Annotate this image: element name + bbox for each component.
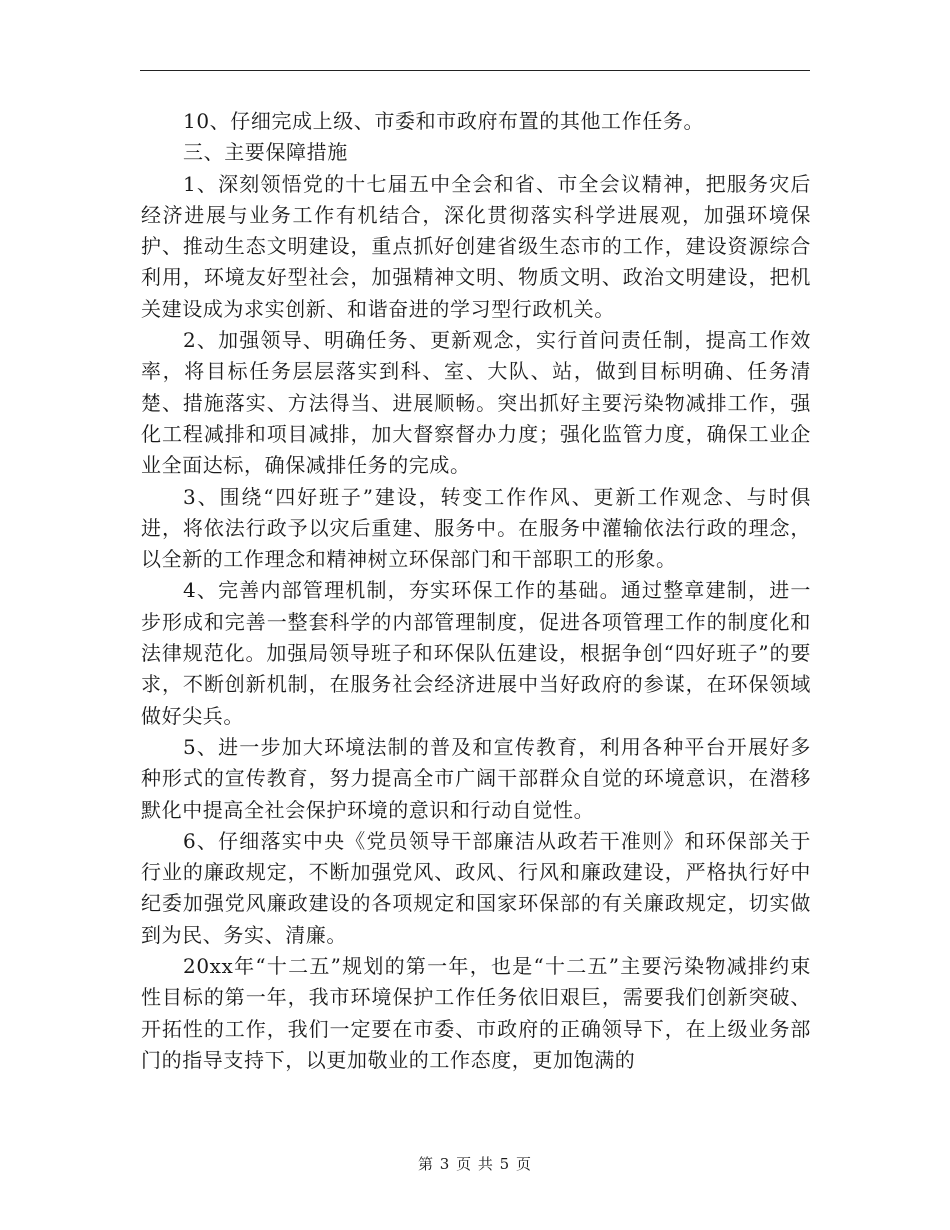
paragraph-measure-6: 6、仔细落实中央《党员领导干部廉洁从政若干准则》和环保部关于行业的廉政规定，不断加强党风、政风、行风和廉政建设，严格执行好中纪委加强党风廉政建设的各项规定和国家环保部的有关廉政规定，切实做到为民、务实、清廉。 xyxy=(141,828,811,947)
paragraph-measure-3: 3、围绕“四好班子”建设，转变工作作风、更新工作观念、与时俱进，将依法行政予以灾后重建、服务中。在服务中灌输依法行政的理念，以全新的工作理念和精神树立环保部门和干部职工的形象。 xyxy=(141,484,811,572)
paragraph-measure-4: 4、完善内部管理机制，夯实环保工作的基础。通过整章建制，进一步形成和完善一整套科学的内部管理制度，促进各项管理工作的制度化和法律规范化。加强局领导班子和环保队伍建设，根据争创“四好班子”的要求，不断创新机制，在服务社会经济进展中当好政府的参谋，在环保领域做好尖兵。 xyxy=(141,578,811,728)
page-number-footer: 第 3 页 共 5 页 xyxy=(418,1155,532,1173)
paragraph-measure-1: 1、深刻领悟党的十七届五中全会和省、市全会议精神，把服务灾后经济进展与业务工作有机结合，深化贯彻落实科学进展观，加强环境保护、推动生态文明建设，重点抓好创建省级生态市的工作，建设资源综合利用，环境友好型社会，加强精神文明、物质文明、政治文明建设，把机关建设成为求实创新、和谐奋进的学习型行政机关。 xyxy=(141,171,811,321)
document-body xyxy=(141,106,811,1076)
section-heading-safeguards: 三、主要保障措施 xyxy=(183,140,348,165)
paragraph-item-10: 10、仔细完成上级、市委和市政府布置的其他工作任务。 xyxy=(183,109,705,133)
paragraph-measure-2: 2、加强领导、明确任务、更新观念，实行首问责任制，提高工作效率，将目标任务层层落实到科、室、大队、站，做到目标明确、任务清楚、措施落实、方法得当、进展顺畅。突出抓好主要污染物减排工作，强化工程减排和项目减排，加大督察督办力度；强化监管力度，确保工业企业全面达标，确保减排任务的完成。 xyxy=(141,328,811,478)
paragraph-measure-5: 5、进一步加大环境法制的普及和宣传教育，利用各种平台开展好多种形式的宣传教育，努力提高全市广阔干部群众自觉的环境意识，在潜移默化中提高全社会保护环境的意识和行动自觉性。 xyxy=(141,734,811,822)
paragraph-conclusion: 20xx年“十二五”规划的第一年，也是“十二五”主要污染物减排约束性目标的第一年，我市环境保护工作任务依旧艰巨，需要我们创新突破、开拓性的工作，我们一定要在市委、市政府的正确领导下，在上级业务部门的指导支持下，以更加敬业的工作态度，更加饱满的 xyxy=(141,954,811,1072)
header-rule xyxy=(140,70,810,71)
